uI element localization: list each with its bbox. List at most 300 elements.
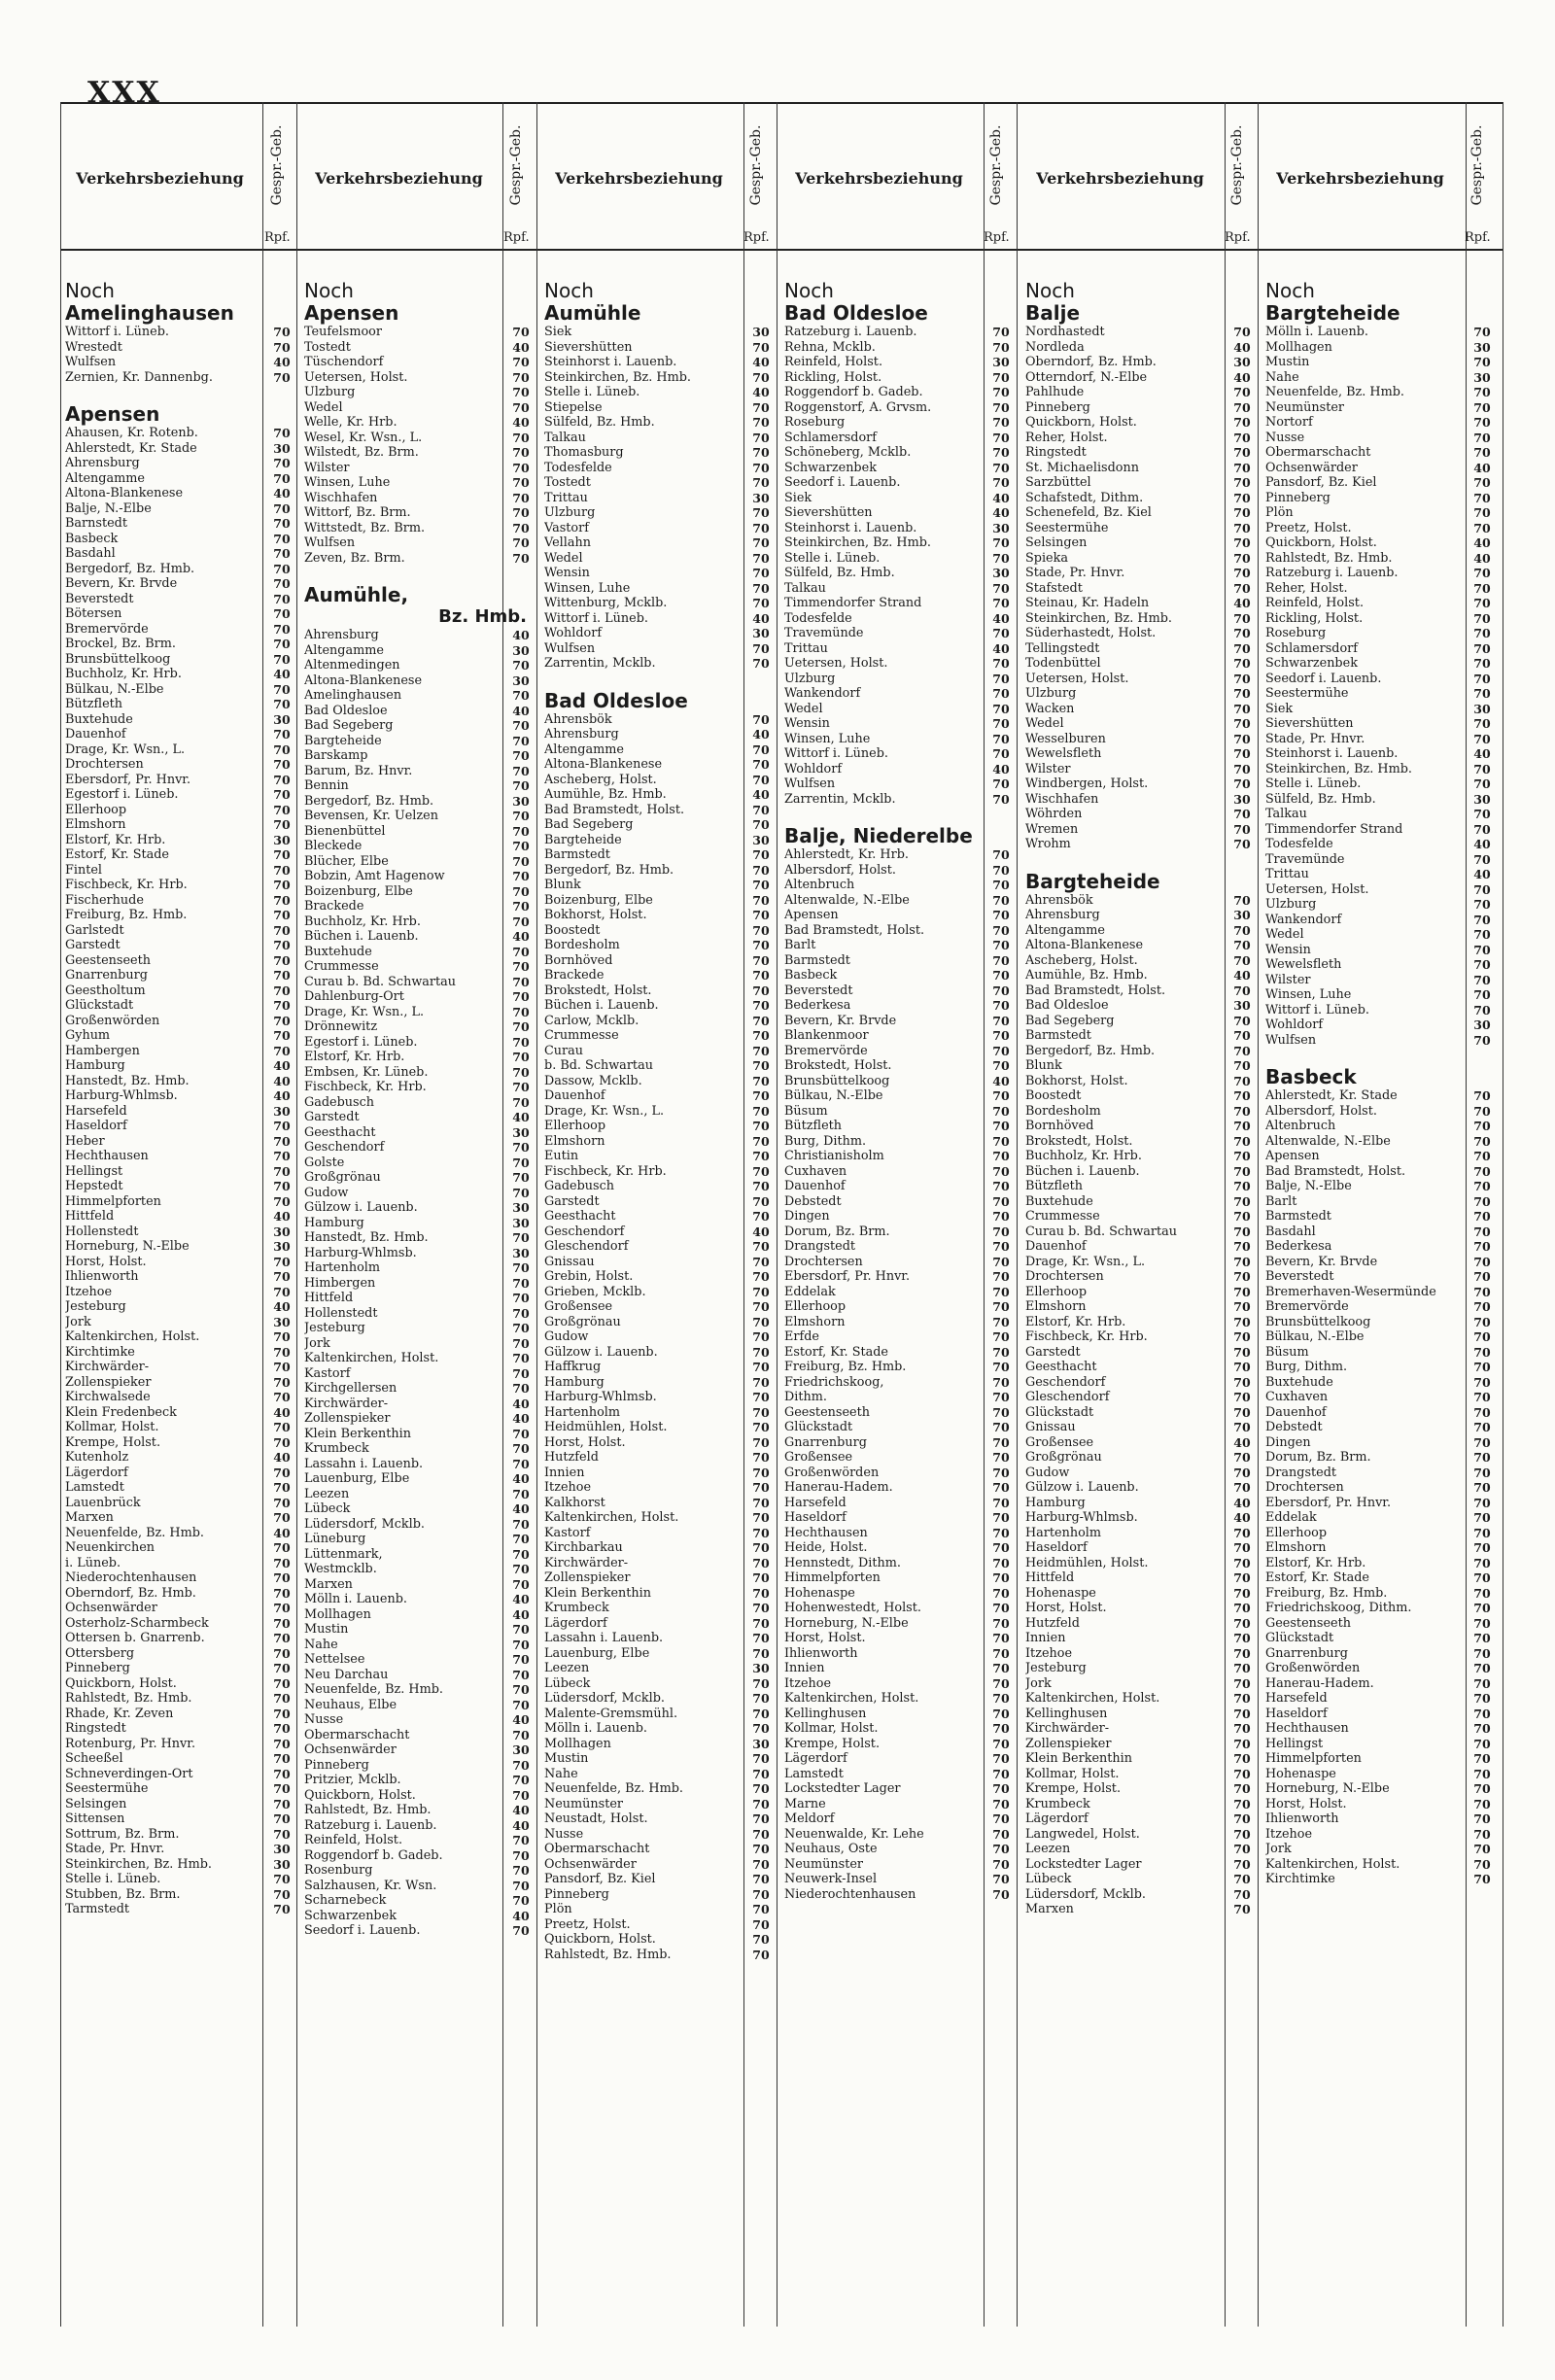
- fee-value: 70: [752, 968, 770, 983]
- table-row: [304, 1441, 533, 1457]
- fee-value: 70: [992, 791, 1010, 807]
- place-name: Seestermühe: [1025, 520, 1109, 535]
- table-row: [1265, 1586, 1494, 1602]
- fee-value: 70: [512, 869, 530, 883]
- fee-value: 70: [1233, 1224, 1251, 1239]
- table-row: [544, 340, 773, 356]
- fee-value: 70: [752, 475, 770, 490]
- section-title: Balje, Niederelbe: [784, 824, 973, 847]
- fee-value: 70: [992, 892, 1010, 908]
- place-name: Nettelsee: [304, 1652, 365, 1667]
- fee-value: 70: [273, 727, 291, 742]
- table-row: [784, 1224, 1013, 1240]
- table-row: [1265, 1842, 1494, 1857]
- fee-value: 70: [1473, 520, 1491, 535]
- place-name: Brunsbüttelkoog: [65, 651, 171, 667]
- fee-value: 70: [1473, 610, 1491, 626]
- fee-value: 70: [273, 576, 291, 591]
- fee-value: 40: [1473, 535, 1491, 550]
- table-row: [1265, 1646, 1494, 1662]
- fee-value: 70: [512, 1004, 530, 1019]
- place-name: Nusse: [1265, 430, 1305, 445]
- fee-value: 30: [752, 832, 770, 847]
- table-row: [544, 1781, 773, 1797]
- fee-value: 70: [752, 1193, 770, 1209]
- place-name: Steinhorst i. Lauenb.: [784, 520, 917, 535]
- fee-value: 40: [273, 667, 291, 681]
- place-name: Egestorf i. Lüneb.: [304, 1034, 418, 1050]
- place-name: Bad Bramstedt, Holst.: [784, 922, 925, 938]
- place-name: Bad Bramstedt, Holst.: [1025, 983, 1166, 998]
- place-name: Hellingst: [1265, 1736, 1324, 1751]
- fee-value: 30: [752, 1736, 770, 1751]
- fee-value: 70: [1473, 1645, 1491, 1661]
- table-row: [1025, 1420, 1254, 1435]
- place-name: Kaltenkirchen, Holst.: [304, 1351, 439, 1365]
- place-name: Ahrensburg: [1025, 908, 1100, 922]
- place-name: Bargteheide: [544, 832, 622, 847]
- table-row: [544, 1857, 773, 1873]
- table-row: [304, 1427, 533, 1442]
- table-row: [1265, 702, 1494, 717]
- fee-value: 70: [1233, 580, 1251, 596]
- table-row: [544, 1255, 773, 1270]
- fee-value: 70: [992, 1434, 1010, 1450]
- table-row: [1025, 1329, 1254, 1345]
- place-name: Tüschendorf: [304, 355, 384, 369]
- table-row: [304, 1833, 533, 1848]
- table-row: [1025, 1179, 1254, 1194]
- table-row: [1265, 1255, 1494, 1270]
- fee-value: 70: [992, 1254, 1010, 1269]
- fee-value: 70: [752, 1751, 770, 1766]
- place-name: Travemünde: [1265, 851, 1345, 867]
- place-name: Ochsenwärder: [544, 1856, 637, 1872]
- place-name: Kellinghusen: [1025, 1706, 1108, 1721]
- table-row: [1025, 1058, 1254, 1074]
- fee-value: 70: [512, 914, 530, 929]
- place-name: Sottrum, Bz. Brm.: [65, 1826, 180, 1842]
- fee-value: 30: [752, 1661, 770, 1675]
- table-row: [65, 562, 294, 577]
- place-name: Seedorf i. Lauenb.: [1265, 671, 1382, 686]
- table-row: [65, 1751, 294, 1767]
- fee-value: 70: [992, 878, 1010, 892]
- table-row: [544, 370, 773, 386]
- place-name: Pritzier, Mcklb.: [304, 1773, 401, 1787]
- fee-header: [266, 111, 288, 220]
- fee-value: 70: [752, 1842, 770, 1856]
- place-name: Fischbeck, Kr. Hrb.: [1025, 1329, 1148, 1344]
- place-name: Garstedt: [65, 938, 121, 952]
- place-name: Drochtersen: [1025, 1269, 1104, 1284]
- fee-value: 70: [1473, 1675, 1491, 1691]
- table-row: [65, 817, 294, 833]
- fee-value: 70: [1233, 701, 1251, 716]
- fee-value: 70: [752, 1088, 770, 1103]
- place-name: Barum, Bz. Hnvr.: [304, 763, 413, 778]
- table-row: [544, 1345, 773, 1361]
- fee-value: 70: [752, 1856, 770, 1872]
- place-name: Altengamme: [65, 470, 145, 486]
- table-row: [784, 1811, 1013, 1827]
- table-row: [1025, 1842, 1254, 1857]
- place-name: Pinneberg: [1265, 490, 1330, 505]
- place-name: Nordhastedt: [1025, 325, 1105, 339]
- table-row: [65, 983, 294, 999]
- fee-value: 70: [1233, 1028, 1251, 1043]
- place-name: Horst, Holst.: [1265, 1796, 1347, 1811]
- place-name: Kirchtimke: [1265, 1872, 1335, 1886]
- table-row: [1265, 626, 1494, 641]
- fee-value: 70: [992, 1420, 1010, 1434]
- table-row: [1025, 1496, 1254, 1511]
- place-name: Geestenseeth: [784, 1404, 870, 1420]
- table-row: [1265, 1345, 1494, 1361]
- fee-value: 70: [1473, 1465, 1491, 1480]
- fee-value: 70: [1473, 1480, 1491, 1495]
- fee-value: 70: [1473, 1344, 1491, 1360]
- table-row: [304, 1758, 533, 1774]
- place-name: Travemünde: [784, 626, 864, 640]
- fee-value: 30: [273, 440, 291, 456]
- table-row: [784, 1586, 1013, 1602]
- fee-value: 70: [992, 1736, 1010, 1751]
- table-row: [544, 596, 773, 611]
- table-row: [65, 1058, 294, 1074]
- fee-value: 70: [512, 1576, 530, 1592]
- place-name: Zarrentin, Mcklb.: [544, 656, 656, 671]
- section: [304, 583, 533, 1939]
- table-row: [1265, 1767, 1494, 1782]
- table-row: [1025, 1691, 1254, 1707]
- table-row: [784, 581, 1013, 597]
- table-row: [65, 1646, 294, 1662]
- fee-value: 70: [992, 1133, 1010, 1149]
- place-name: Obermarschacht: [544, 1842, 650, 1856]
- place-name: Golste: [304, 1155, 345, 1170]
- table-row: [544, 1887, 773, 1903]
- place-name: Mustin: [304, 1622, 349, 1637]
- place-name: Brunsbüttelkoog: [784, 1073, 890, 1088]
- fee-value: 70: [992, 983, 1010, 998]
- place-name: Pinneberg: [65, 1661, 130, 1675]
- place-name: Zeven, Bz. Brm.: [304, 550, 405, 566]
- fee-value: 70: [752, 1299, 770, 1314]
- fee-value: 70: [1233, 1842, 1251, 1856]
- table-row: [1025, 762, 1254, 777]
- fee-value: 70: [512, 399, 530, 415]
- place-name: Rickling, Holst.: [1265, 610, 1364, 626]
- fee-value: 40: [512, 1712, 530, 1727]
- table-row: [65, 486, 294, 501]
- place-name: Fischbeck, Kr. Hrb.: [304, 1080, 427, 1094]
- place-name: Marxen: [65, 1510, 114, 1525]
- table-row: [784, 792, 1013, 808]
- table-row: [65, 471, 294, 487]
- place-name: Wilstedt, Bz. Brm.: [304, 445, 419, 460]
- table-row: [544, 953, 773, 969]
- fee-value: 70: [992, 1450, 1010, 1465]
- column-title: Verkehrsbeziehung: [1276, 169, 1444, 188]
- fee-value: 70: [752, 1344, 770, 1360]
- fee-value: 70: [752, 550, 770, 566]
- fee-value: 30: [512, 1200, 530, 1215]
- fee-value: 70: [1233, 550, 1251, 566]
- place-name: Bremervörde: [65, 621, 149, 637]
- table-row: [65, 1119, 294, 1134]
- place-name: Hepstedt: [65, 1179, 123, 1193]
- fee-value: 70: [1233, 1540, 1251, 1555]
- fee-value: 70: [1233, 1374, 1251, 1390]
- fee-value: 70: [1233, 952, 1251, 968]
- fee-value: 70: [1473, 1390, 1491, 1404]
- table-row: [544, 1164, 773, 1180]
- place-name: Hanerau-Hadem.: [1265, 1675, 1374, 1691]
- page-number: XXX: [87, 76, 161, 110]
- place-name: Neuenwalde, Kr. Lehe: [784, 1826, 924, 1842]
- table-row: [304, 658, 533, 673]
- place-name: Neumünster: [1265, 399, 1345, 415]
- place-name: Kirchbarkau: [544, 1540, 623, 1555]
- table-row: [1025, 837, 1254, 852]
- table-row: [544, 1329, 773, 1345]
- fee-value: 70: [273, 1360, 291, 1374]
- place-name: Fintel: [65, 862, 103, 878]
- place-name: Pahlhude: [1025, 385, 1085, 399]
- fee-value: 70: [752, 1916, 770, 1932]
- table-row: [304, 1140, 533, 1156]
- place-name: Altona-Blankenese: [304, 673, 423, 688]
- fee-value: 70: [273, 1390, 291, 1404]
- place-name: Winsen, Luhe: [784, 731, 871, 746]
- place-name: Neuhaus, Elbe: [304, 1697, 397, 1712]
- place-name: Niederochtenhausen: [65, 1570, 197, 1585]
- place-name: Uetersen, Holst.: [304, 369, 408, 385]
- fee-value: 70: [1473, 1615, 1491, 1631]
- place-name: Jesteburg: [1025, 1661, 1087, 1675]
- place-name: Ellerhoop: [65, 802, 127, 817]
- table-row: [304, 475, 533, 491]
- place-name: Curau b. Bd. Schwartau: [1025, 1224, 1178, 1239]
- table-row: [544, 803, 773, 818]
- section-title: Bad Oldesloe: [544, 688, 688, 712]
- table-row: [65, 1466, 294, 1481]
- place-name: Heidmühlen, Holst.: [1025, 1555, 1149, 1570]
- place-name: Dorum, Bz. Brm.: [784, 1224, 890, 1239]
- fee-value: 70: [273, 1119, 291, 1133]
- fee-value: 70: [752, 339, 770, 355]
- fee-value: 70: [992, 1540, 1010, 1555]
- table-row: [1265, 943, 1494, 958]
- fee-value: 70: [1473, 821, 1491, 837]
- table-row: [1025, 1044, 1254, 1059]
- fee-value: 70: [512, 778, 530, 793]
- place-name: Bevern, Kr. Brvde: [65, 576, 178, 591]
- fee-value: 70: [1473, 1826, 1491, 1842]
- fee-value: 70: [752, 1465, 770, 1480]
- fee-value: 70: [1233, 1675, 1251, 1691]
- table-row: [784, 1570, 1013, 1586]
- place-name: Uetersen, Holst.: [1025, 671, 1129, 686]
- place-name: Talkau: [1265, 807, 1307, 821]
- place-name: Plön: [544, 1902, 572, 1916]
- place-name: Gnarrenburg: [784, 1434, 867, 1450]
- place-name: Quickborn, Holst.: [1025, 415, 1137, 430]
- table-row: [1025, 1586, 1254, 1602]
- table-row: [1265, 1676, 1494, 1692]
- table-row: [544, 1616, 773, 1632]
- table-row: [65, 1480, 294, 1496]
- fee-value: 70: [1473, 355, 1491, 369]
- fee-value: 40: [512, 929, 530, 944]
- table-row: [544, 1510, 773, 1526]
- place-name: Wacken: [1025, 701, 1075, 716]
- fee-value: 70: [992, 671, 1010, 686]
- table-row: [304, 1742, 533, 1758]
- place-name: Heide, Holst.: [784, 1540, 868, 1555]
- place-name: Dauenhof: [1265, 1404, 1327, 1420]
- fee-value: 70: [1473, 656, 1491, 671]
- place-name: Timmendorfer Strand: [784, 596, 922, 610]
- table-row: [784, 415, 1013, 431]
- place-name: Quickborn, Holst.: [1265, 535, 1377, 550]
- fee-value: 70: [1233, 821, 1251, 837]
- table-row: [1025, 461, 1254, 476]
- fee-value: 70: [992, 1374, 1010, 1390]
- table-row: [304, 1577, 533, 1593]
- fee-value: 70: [512, 823, 530, 839]
- table-row: [1025, 1360, 1254, 1375]
- place-name: Harburg-Whlmsb.: [544, 1390, 657, 1404]
- table-row: [1025, 893, 1254, 909]
- fee-value: 70: [992, 445, 1010, 460]
- place-name: Rickling, Holst.: [784, 369, 882, 385]
- place-name: Pansdorf, Bz. Kiel: [1265, 475, 1377, 490]
- place-name: Neuwerk-Insel: [784, 1872, 878, 1886]
- fee-value: 70: [992, 1842, 1010, 1856]
- table-row: [784, 1044, 1013, 1059]
- table-row: [784, 1255, 1013, 1270]
- place-name: Wöhrden: [1025, 807, 1083, 821]
- place-name: Hennstedt, Dithm.: [784, 1555, 901, 1570]
- fee-value: 70: [512, 1667, 530, 1682]
- place-name: Jork: [1025, 1675, 1052, 1691]
- fee-value: 70: [1233, 686, 1251, 701]
- column-rule: [1017, 102, 1018, 2327]
- fee-value: 70: [273, 847, 291, 862]
- fee-value: 70: [273, 1254, 291, 1269]
- table-row: [784, 1751, 1013, 1767]
- place-name: Stelle i. Lüneb.: [784, 550, 881, 566]
- table-row: [1025, 581, 1254, 597]
- place-name: Plön: [1265, 505, 1294, 520]
- fee-value: 70: [752, 460, 770, 475]
- place-name: Marxen: [1025, 1902, 1074, 1916]
- fee-value: 70: [273, 1028, 291, 1043]
- table-row: [304, 1230, 533, 1246]
- fee-value: 70: [1473, 1434, 1491, 1450]
- fee-value: 40: [992, 640, 1010, 656]
- fee-value: 70: [992, 1721, 1010, 1736]
- place-name: Eddelak: [1265, 1510, 1317, 1525]
- table-row: [304, 1501, 533, 1517]
- table-row: [304, 734, 533, 749]
- fee-value: 70: [512, 460, 530, 475]
- table-row: [784, 1405, 1013, 1421]
- fee-value: 40: [992, 505, 1010, 520]
- table-row: [1025, 1119, 1254, 1134]
- table-row: [784, 1285, 1013, 1300]
- fee-value: 70: [752, 1480, 770, 1495]
- table-row: [784, 1194, 1013, 1210]
- fee-value: 70: [512, 959, 530, 974]
- place-name: Blunk: [1025, 1058, 1062, 1073]
- fee-value: 70: [512, 385, 530, 399]
- fee-value: 70: [273, 1691, 291, 1706]
- place-name: Kollmar, Holst.: [1025, 1766, 1120, 1781]
- fee-value: 70: [1473, 1420, 1491, 1434]
- place-name: Otterndorf, N.-Elbe: [1025, 369, 1148, 385]
- table-row: [304, 643, 533, 659]
- table-row: [784, 702, 1013, 717]
- table-row: [304, 1592, 533, 1607]
- place-name: Selsingen: [65, 1796, 127, 1811]
- table-row: [65, 1420, 294, 1435]
- table-row: [65, 1299, 294, 1315]
- table-row: [544, 833, 773, 848]
- table-row: [544, 1405, 773, 1421]
- fee-value: 70: [992, 1480, 1010, 1495]
- table-row: [1265, 1691, 1494, 1707]
- place-name: Ratzeburg i. Lauenb.: [1265, 566, 1399, 580]
- fee-value: 70: [752, 1284, 770, 1299]
- fee-value: 30: [512, 642, 530, 658]
- fee-value: 70: [512, 1064, 530, 1080]
- table-row: [304, 1381, 533, 1397]
- place-name: Haseldorf: [784, 1510, 847, 1525]
- table-row: [304, 340, 533, 356]
- fee-value: 70: [1473, 1209, 1491, 1224]
- place-name: Buxtehude: [65, 711, 133, 727]
- place-name: Harsefeld: [784, 1495, 847, 1510]
- place-name: Wulfsen: [304, 535, 356, 550]
- fee-header-label: Gespr.-Geb.: [748, 124, 764, 206]
- place-name: Vastorf: [544, 520, 589, 535]
- fee-value: 70: [1233, 1872, 1251, 1886]
- table-row: [784, 505, 1013, 521]
- fee-value: 70: [273, 369, 291, 385]
- table-row: [304, 794, 533, 810]
- place-name: Gudow: [304, 1185, 349, 1200]
- table-row: [1025, 1556, 1254, 1571]
- table-row: [65, 667, 294, 682]
- table-row: [784, 1239, 1013, 1255]
- place-name: Ulzburg: [1025, 686, 1077, 701]
- table-row: [784, 1315, 1013, 1330]
- place-name: Trittau: [544, 490, 588, 505]
- place-name: Dauenhof: [784, 1179, 846, 1193]
- fee-value: 70: [512, 1456, 530, 1471]
- place-name: Kaltenkirchen, Holst.: [784, 1691, 919, 1706]
- fee-value: 70: [1473, 1032, 1491, 1048]
- table-row: [304, 1351, 533, 1366]
- place-name: Todenbüttel: [1025, 656, 1101, 671]
- fee-value: 70: [992, 701, 1010, 716]
- fee-value: 70: [992, 1179, 1010, 1193]
- fee-value: 70: [752, 1781, 770, 1796]
- place-name: Timmendorfer Strand: [1265, 821, 1403, 837]
